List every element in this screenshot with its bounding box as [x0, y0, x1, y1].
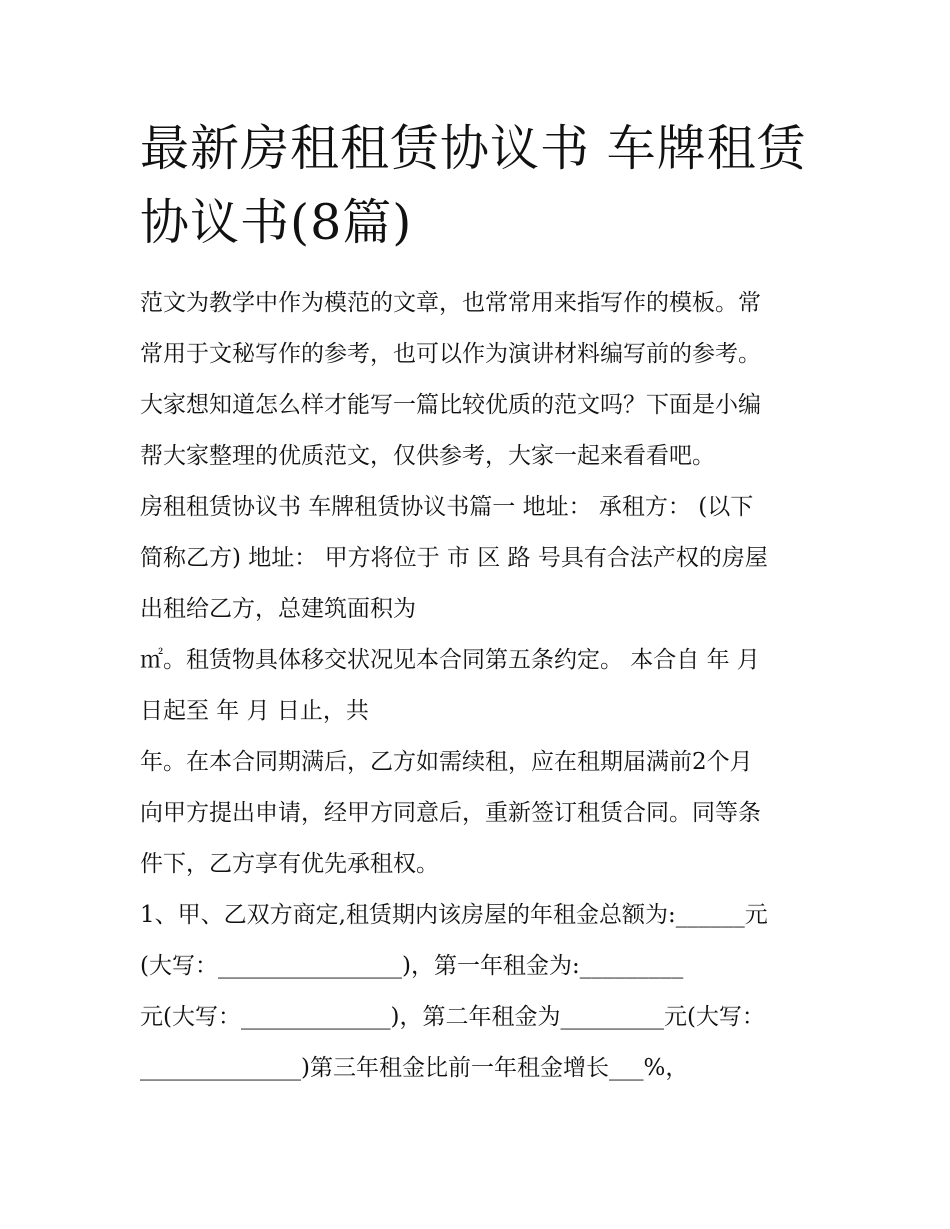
document-title: [140, 112, 820, 260]
body-line: 房租租赁协议书 车牌租赁协议书篇一 地址： 承租方： (以下: [140, 494, 754, 520]
body-line: ㎡。租赁物具体移交状况见本合同第五条约定。 本合自 年 月: [140, 647, 760, 673]
body-line: 向甲方提出申请，经甲方同意后，重新签订租赁合同。同等条: [140, 800, 761, 826]
body-line: 常用于文秘写作的参考，也可以作为演讲材料编写前的参考。: [140, 341, 761, 367]
body-line: 元(大写：_____________)，第二年租金为_________元(大写：: [140, 1004, 765, 1030]
body-line: 范文为教学中作为模范的文章，也常常用来指写作的模板。常: [140, 290, 761, 316]
body-line: ______________)第三年租金比前一年租金增长___%，: [140, 1055, 689, 1081]
body-line: 帮大家整理的优质范文，仅供参考，大家一起来看看吧。: [140, 443, 715, 469]
body-line: 大家想知道怎么样才能写一篇比较优质的范文吗？下面是小编: [140, 392, 761, 418]
body-line: 年。在本合同期满后，乙方如需续租，应在租期届满前2个月: [140, 749, 753, 775]
title-line-2: 协议书(8篇): [140, 194, 413, 251]
document-body: [140, 278, 830, 1094]
body-line: 1、甲、乙双方商定,租赁期内该房屋的年租金总额为:______元: [140, 902, 768, 928]
title-line-1: 最新房租租赁协议书 车牌租赁: [140, 120, 807, 177]
body-line: (大写：________________)，第一年租金为:_________: [140, 953, 684, 979]
body-line: 简称乙方) 地址： 甲方将位于 市 区 路 号具有合法产权的房屋: [140, 545, 768, 571]
body-line: 日起至 年 月 日止，共: [140, 698, 369, 724]
body-line: 出租给乙方，总建筑面积为: [140, 596, 416, 622]
body-line: 件下，乙方享有优先承租权。: [140, 851, 439, 877]
